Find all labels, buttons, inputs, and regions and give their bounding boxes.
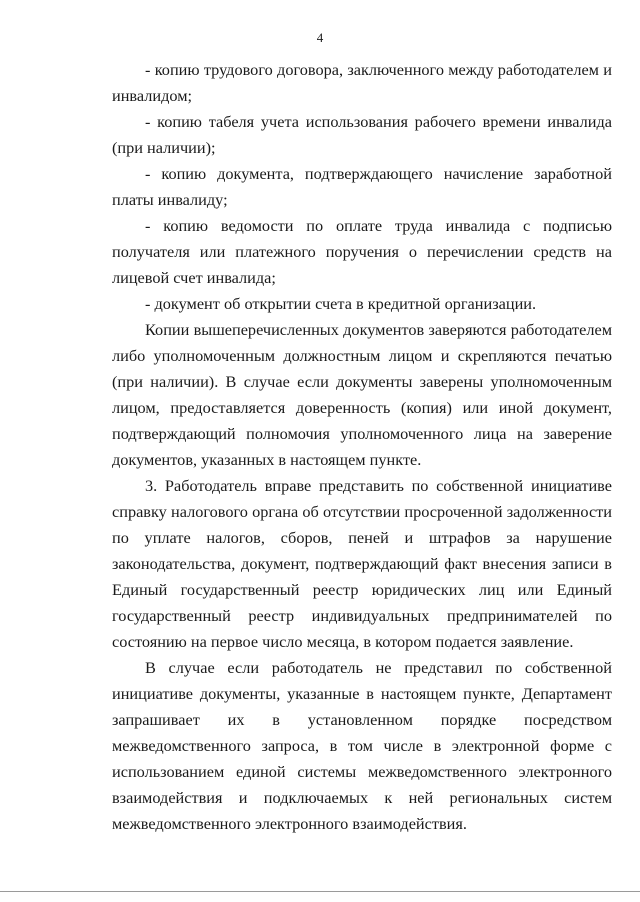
footer-divider — [0, 891, 640, 892]
page-number: 4 — [316, 30, 324, 45]
paragraph-interagency-request: В случае если работодатель не представил по собственной инициативе документы, указанные в настоящем пункте, Департамент запрашивает их в установленном порядке посредством межведомственного запроса, в том числе в электронной форме с использованием единой системы межведомственного электронного взаимодействия и подключаемых к ней региональных систем межведомственного электронного взаимодействия. — [112, 658, 612, 833]
list-item-bank-account: - документ об открытии счета в кредитной организации. — [145, 294, 537, 313]
list-item-payroll-statement: - копию ведомости по оплате труда инвалида с подписью получателя или платежного поручения о перечислении средств на лицевой счет инвалида; — [112, 216, 612, 287]
document-body — [112, 57, 612, 837]
paragraph-item-3: 3. Работодатель вправе представить по собственной инициативе справку налогового органа об отсутствии просроченной задолженности по уплате налогов, сборов, пеней и штрафов за нарушение законодательства, документ, подтверждающий факт внесения записи в Единый государственный реестр юридических лиц или Единый государственный реестр индивидуальных предпринимателей по состоянию на первое число месяца, в котором подается заявление. — [112, 476, 612, 651]
list-item-timesheet: - копию табеля учета использования рабочего времени инвалида (при наличии); — [112, 112, 612, 157]
list-item-employment-contract: - копию трудового договора, заключенного между работодателем и инвалидом; — [112, 60, 612, 105]
list-item-salary-document: - копию документа, подтверждающего начисление заработной платы инвалиду; — [112, 164, 612, 209]
paragraph-certification: Копии вышеперечисленных документов заверяются работодателем либо уполномоченным должностным лицом и скрепляются печатью (при наличии). В случае если документы заверены уполномоченным лицом, предоставляется доверенность (копия) или иной документ, подтверждающий полномочия уполномоченного лица на заверение документов, указанных в настоящем пункте. — [112, 320, 612, 469]
